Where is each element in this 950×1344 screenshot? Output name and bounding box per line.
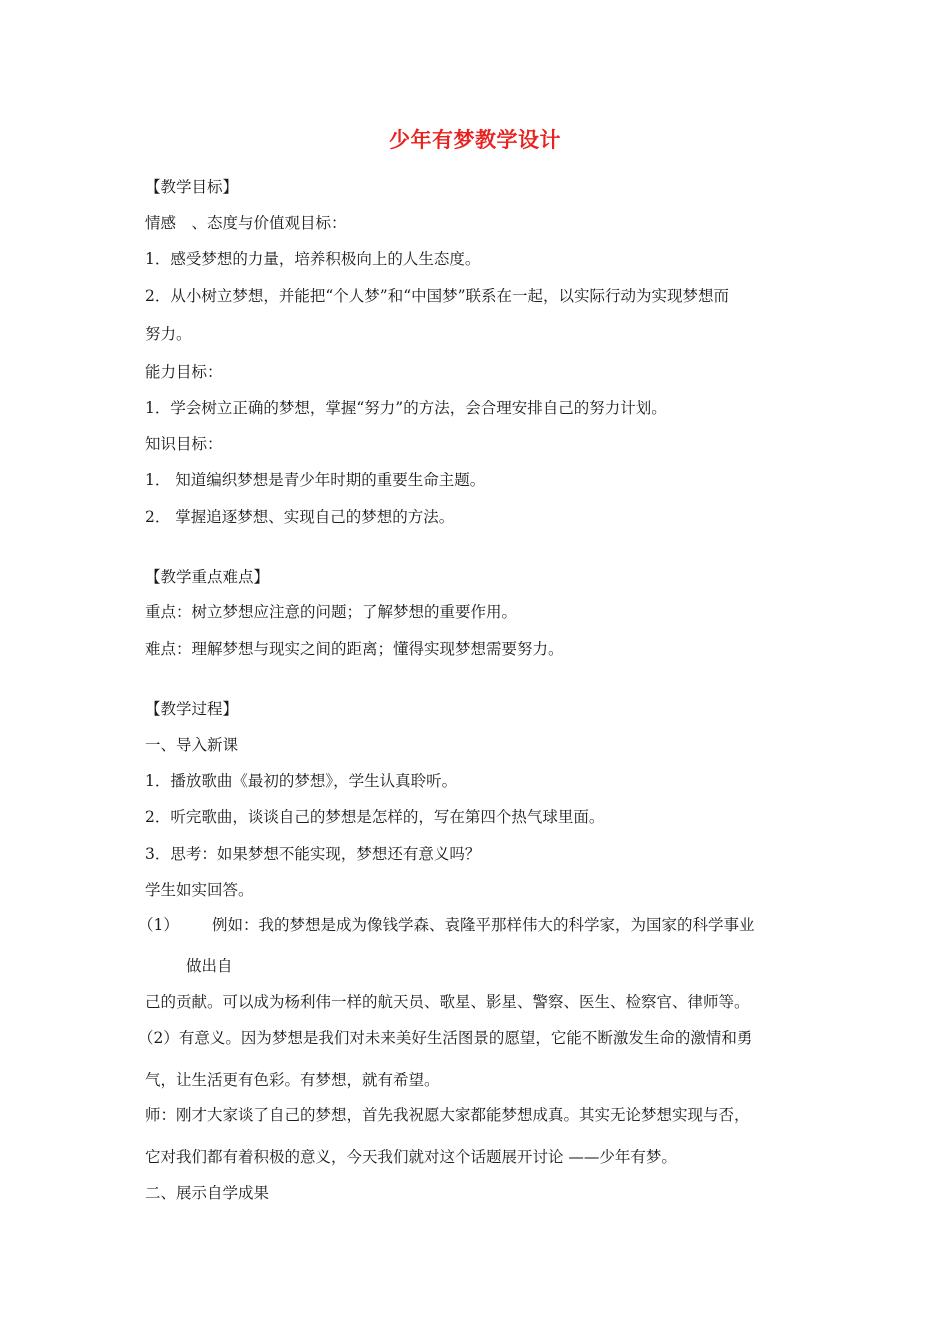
section-heading-objectives: 【教学目标】 (145, 178, 239, 196)
paragraph: 重点：树立梦想应注意的问题；了解梦想的重要作用。 (145, 603, 518, 621)
list-item: 3．思考：如果梦想不能实现，梦想还有意义吗？ (145, 845, 481, 863)
subheading-intro: 一、导入新课 (145, 736, 239, 754)
subheading-ability: 能力目标： (145, 363, 223, 381)
section-heading-process: 【教学过程】 (145, 700, 239, 718)
paragraph: 己的贡献。可以成为杨利伟一样的航天员、歌星、影星、警察、医生、检察官、律师等。 (145, 993, 750, 1011)
list-item: 1．播放歌曲《最初的梦想》，学生认真聆听。 (145, 772, 458, 790)
subheading-knowledge: 知识目标： (145, 435, 223, 453)
list-item: 1． 知道编织梦想是青少年时期的重要生命主题。 (145, 471, 486, 489)
paragraph: 气，让生活更有色彩。有梦想，就有希望。 (145, 1071, 440, 1089)
paragraph: 做出自 (186, 957, 233, 975)
subheading-results: 二、展示自学成果 (145, 1184, 270, 1202)
list-item: 2．听完歌曲，谈谈自己的梦想是怎样的，写在第四个热气球里面。 (145, 808, 605, 826)
enum-marker: （1） (138, 916, 179, 934)
list-item: 1．感受梦想的力量，培养积极向上的人生态度。 (145, 250, 481, 268)
paragraph: 难点：理解梦想与现实之间的距离；懂得实现梦想需要努力。 (145, 640, 564, 658)
list-item: 2．从小树立梦想，并能把“个人梦”和“中国梦”联系在一起，以实际行动为实现梦想而 (145, 287, 730, 305)
section-heading-key-points: 【教学重点难点】 (145, 568, 270, 586)
paragraph: （2）有意义。因为梦想是我们对未来美好生活图景的愿望，它能不断激发生命的激情和勇 (138, 1029, 753, 1047)
paragraph: 它对我们都有着积极的意义，今天我们就对这个话题展开讨论 ——少年有梦。 (145, 1148, 677, 1166)
paragraph: 学生如实回答。 (145, 881, 254, 899)
paragraph: 例如：我的梦想是成为像钱学森、袁隆平那样伟大的科学家，为国家的科学事业 (212, 916, 755, 934)
list-item: 1．学会树立正确的梦想，掌握“努力”的方法，会合理安排自己的努力计划。 (145, 399, 667, 417)
list-item: 2． 掌握追逐梦想、实现自己的梦想的方法。 (145, 508, 455, 526)
subheading-emotion: 情感 、态度与价值观目标： (145, 214, 347, 232)
list-item-continuation: 努力。 (145, 325, 192, 343)
document-title: 少年有梦教学设计 (389, 127, 561, 152)
paragraph: 师：刚才大家谈了自己的梦想，首先我祝愿大家都能梦想成真。其实无论梦想实现与否， (145, 1106, 750, 1124)
